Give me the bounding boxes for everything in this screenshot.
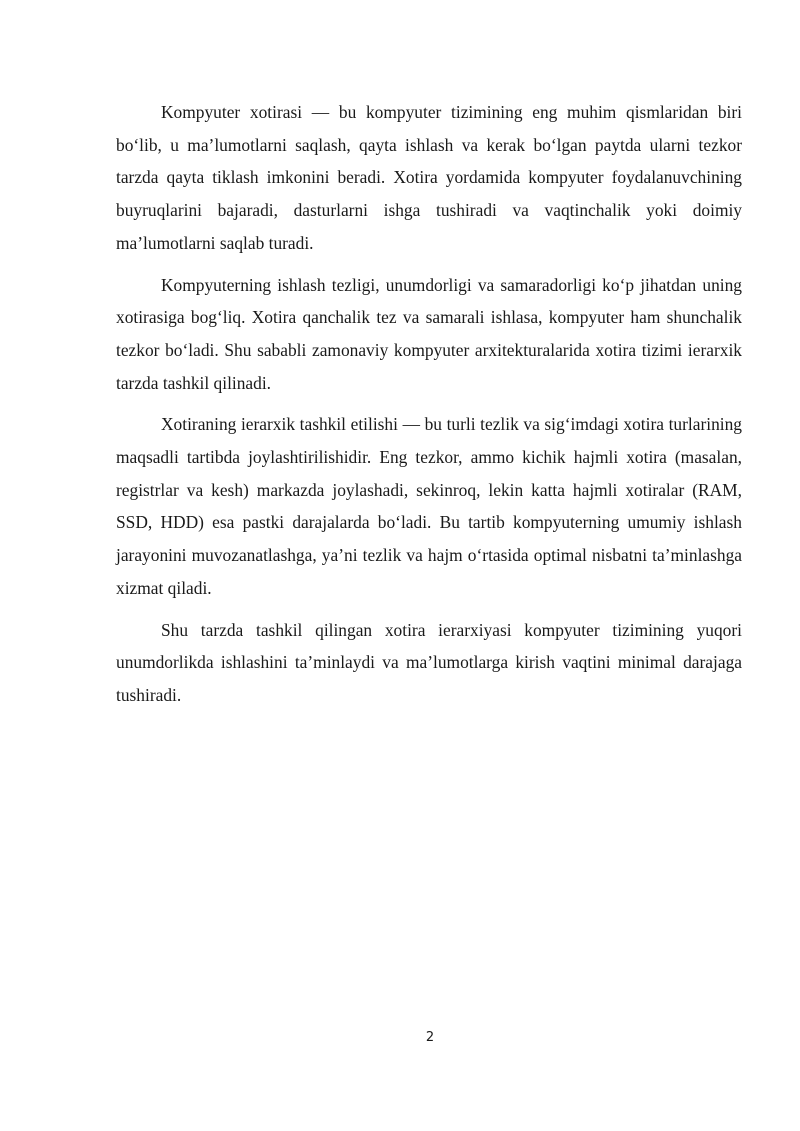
page-number: 2 — [425, 1030, 435, 1045]
paragraph-3: Xotiraning ierarxik tashkil etilishi — bu turli tezlik va sig‘imdagi xotira turlarining maqsadli tartibda joylashtirilishidir. Eng tezkor, ammo kichik hajmli xotira (masalan, registrlar va kesh) markazda joylashadi, sekinroq, lekin katta hajmli xotiralar (RAM, SSD, HDD) esa pastki darajalarda bo‘ladi. Bu tartib kompyuterning umumiy ishlash jarayonini muvozanatlashga, ya’ni tezlik va hajm o‘rtasida optimal nisbatni ta’minlashga xizmat qiladi. — [116, 414, 742, 598]
paragraph-1: Kompyuter xotirasi — bu kompyuter tizimining eng muhim qismlaridan biri bo‘lib, u ma’lumotlarni saqlash, qayta ishlash va kerak bo‘lgan paytda ularni tezkor tarzda qayta tiklash imkonini beradi. Xotira yordamida kompyuter foydalanuvchining buyruqlarini bajaradi, dasturlarni ishga tushiradi va vaqtinchalik yoki doimiy ma’lumotlarni saqlab turadi. — [116, 102, 742, 253]
paragraph-4: Shu tarzda tashkil qilingan xotira ierarxiyasi kompyuter tizimining yuqori unumdorlikda ishlashini ta’minlaydi va ma’lumotlarga kirish vaqtini minimal darajaga tushiradi. — [116, 619, 742, 705]
body-text — [116, 96, 742, 721]
paragraph-2: Kompyuterning ishlash tezligi, unumdorligi va samaradorligi ko‘p jihatdan uning xotirasiga bog‘liq. Xotira qanchalik tez va samarali ishlasa, kompyuter ham shunchalik tezkor bo‘ladi. Shu sababli zamonaviy kompyuter arxitekturalarida xotira tizimi ierarxik tarzda tashkil qilinadi. — [116, 274, 742, 393]
